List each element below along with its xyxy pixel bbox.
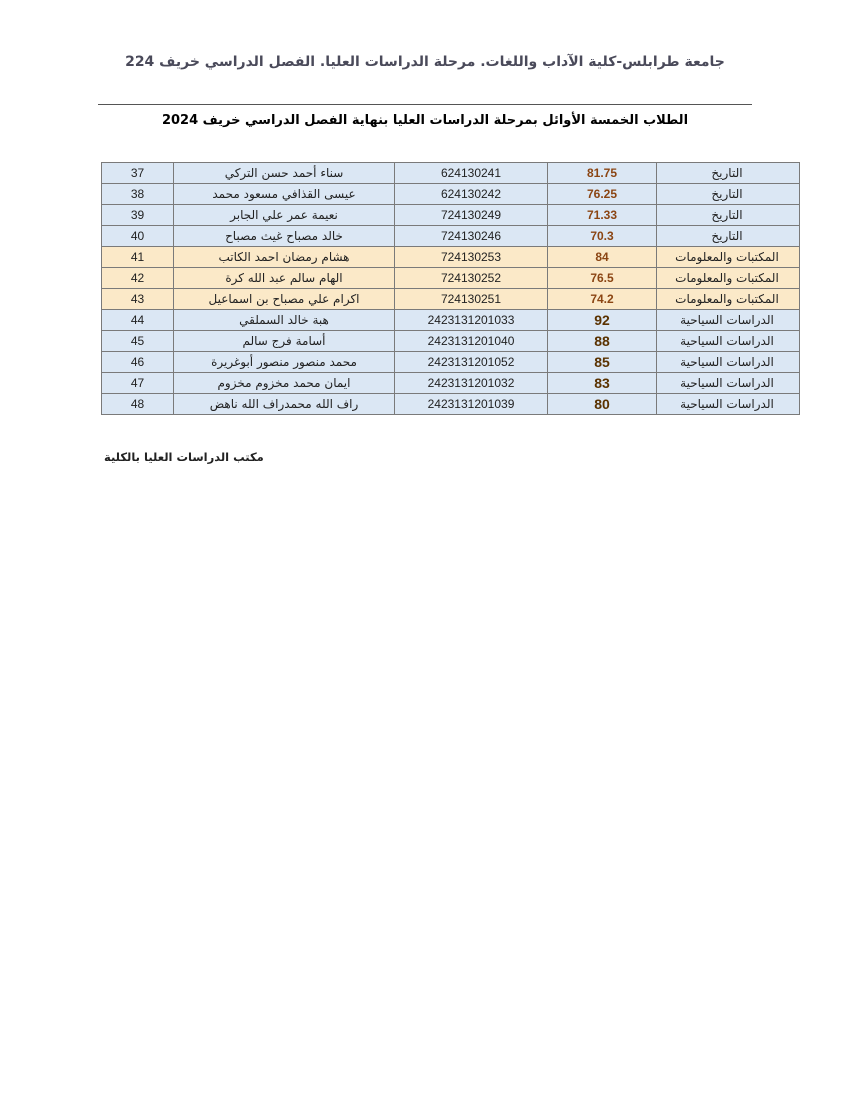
student-id: 2423131201052 (395, 352, 548, 373)
table-row (102, 310, 800, 331)
department: المكتبات والمعلومات (657, 268, 800, 289)
student-id: 724130252 (395, 268, 548, 289)
table-row (102, 394, 800, 415)
row-number: 46 (102, 352, 174, 373)
student-grade: 85 (548, 352, 657, 373)
department: الدراسات السياحية (657, 331, 800, 352)
student-name: سناء أحمد حسن التركي (174, 163, 395, 184)
student-id: 2423131201040 (395, 331, 548, 352)
student-grade: 71.33 (548, 205, 657, 226)
student-id: 724130249 (395, 205, 548, 226)
document-subtitle: الطلاب الخمسة الأوائل بمرحلة الدراسات العليا بنهاية الفصل الدراسي خريف 2024 (161, 113, 689, 128)
row-number: 40 (102, 226, 174, 247)
student-grade: 88 (548, 331, 657, 352)
table-row (102, 373, 800, 394)
department: الدراسات السياحية (657, 394, 800, 415)
row-number: 42 (102, 268, 174, 289)
footer-office-note: مكتب الدراسات العليا بالكلية (104, 450, 264, 464)
department: التاريخ (657, 163, 800, 184)
row-number: 44 (102, 310, 174, 331)
table-row (102, 289, 800, 310)
student-id: 2423131201039 (395, 394, 548, 415)
table-row (102, 331, 800, 352)
student-id: 724130253 (395, 247, 548, 268)
row-number: 37 (102, 163, 174, 184)
student-name: عيسى القذافي مسعود محمد (174, 184, 395, 205)
top-students-table (101, 162, 800, 415)
header-divider (98, 104, 752, 105)
row-number: 39 (102, 205, 174, 226)
student-name: محمد منصور منصور أبوغريرة (174, 352, 395, 373)
row-number: 48 (102, 394, 174, 415)
table-row (102, 205, 800, 226)
table-row (102, 247, 800, 268)
row-number: 47 (102, 373, 174, 394)
student-grade: 76.25 (548, 184, 657, 205)
department: التاريخ (657, 226, 800, 247)
department: الدراسات السياحية (657, 310, 800, 331)
table-row (102, 184, 800, 205)
student-id: 624130241 (395, 163, 548, 184)
student-name: راف الله محمدراف الله ناهض (174, 394, 395, 415)
table-row (102, 352, 800, 373)
student-name: خالد مصباح غيث مصباح (174, 226, 395, 247)
row-number: 38 (102, 184, 174, 205)
student-grade: 80 (548, 394, 657, 415)
department: المكتبات والمعلومات (657, 247, 800, 268)
student-grade: 70.3 (548, 226, 657, 247)
student-name: هبة خالد السملقي (174, 310, 395, 331)
table-row (102, 163, 800, 184)
page-header-title: جامعة طرابلس-كلية الآداب واللغات. مرحلة الدراسات العليا. الفصل الدراسي خريف 224 (125, 54, 725, 70)
student-id: 624130242 (395, 184, 548, 205)
student-grade: 74.2 (548, 289, 657, 310)
student-name: الهام سالم عبد الله كرة (174, 268, 395, 289)
table-row (102, 226, 800, 247)
student-id: 724130246 (395, 226, 548, 247)
student-name: ايمان محمد مخزوم مخزوم (174, 373, 395, 394)
department: المكتبات والمعلومات (657, 289, 800, 310)
student-name: أسامة فرج سالم (174, 331, 395, 352)
row-number: 43 (102, 289, 174, 310)
student-name: اكرام علي مصباح بن اسماعيل (174, 289, 395, 310)
student-grade: 76.5 (548, 268, 657, 289)
student-grade: 92 (548, 310, 657, 331)
student-id: 2423131201032 (395, 373, 548, 394)
table-row (102, 268, 800, 289)
student-grade: 81.75 (548, 163, 657, 184)
department: التاريخ (657, 184, 800, 205)
row-number: 41 (102, 247, 174, 268)
row-number: 45 (102, 331, 174, 352)
student-name: نعيمة عمر علي الجابر (174, 205, 395, 226)
student-id: 2423131201033 (395, 310, 548, 331)
student-grade: 83 (548, 373, 657, 394)
student-name: هشام رمضان احمد الكاتب (174, 247, 395, 268)
department: الدراسات السياحية (657, 373, 800, 394)
department: التاريخ (657, 205, 800, 226)
department: الدراسات السياحية (657, 352, 800, 373)
student-id: 724130251 (395, 289, 548, 310)
student-grade: 84 (548, 247, 657, 268)
